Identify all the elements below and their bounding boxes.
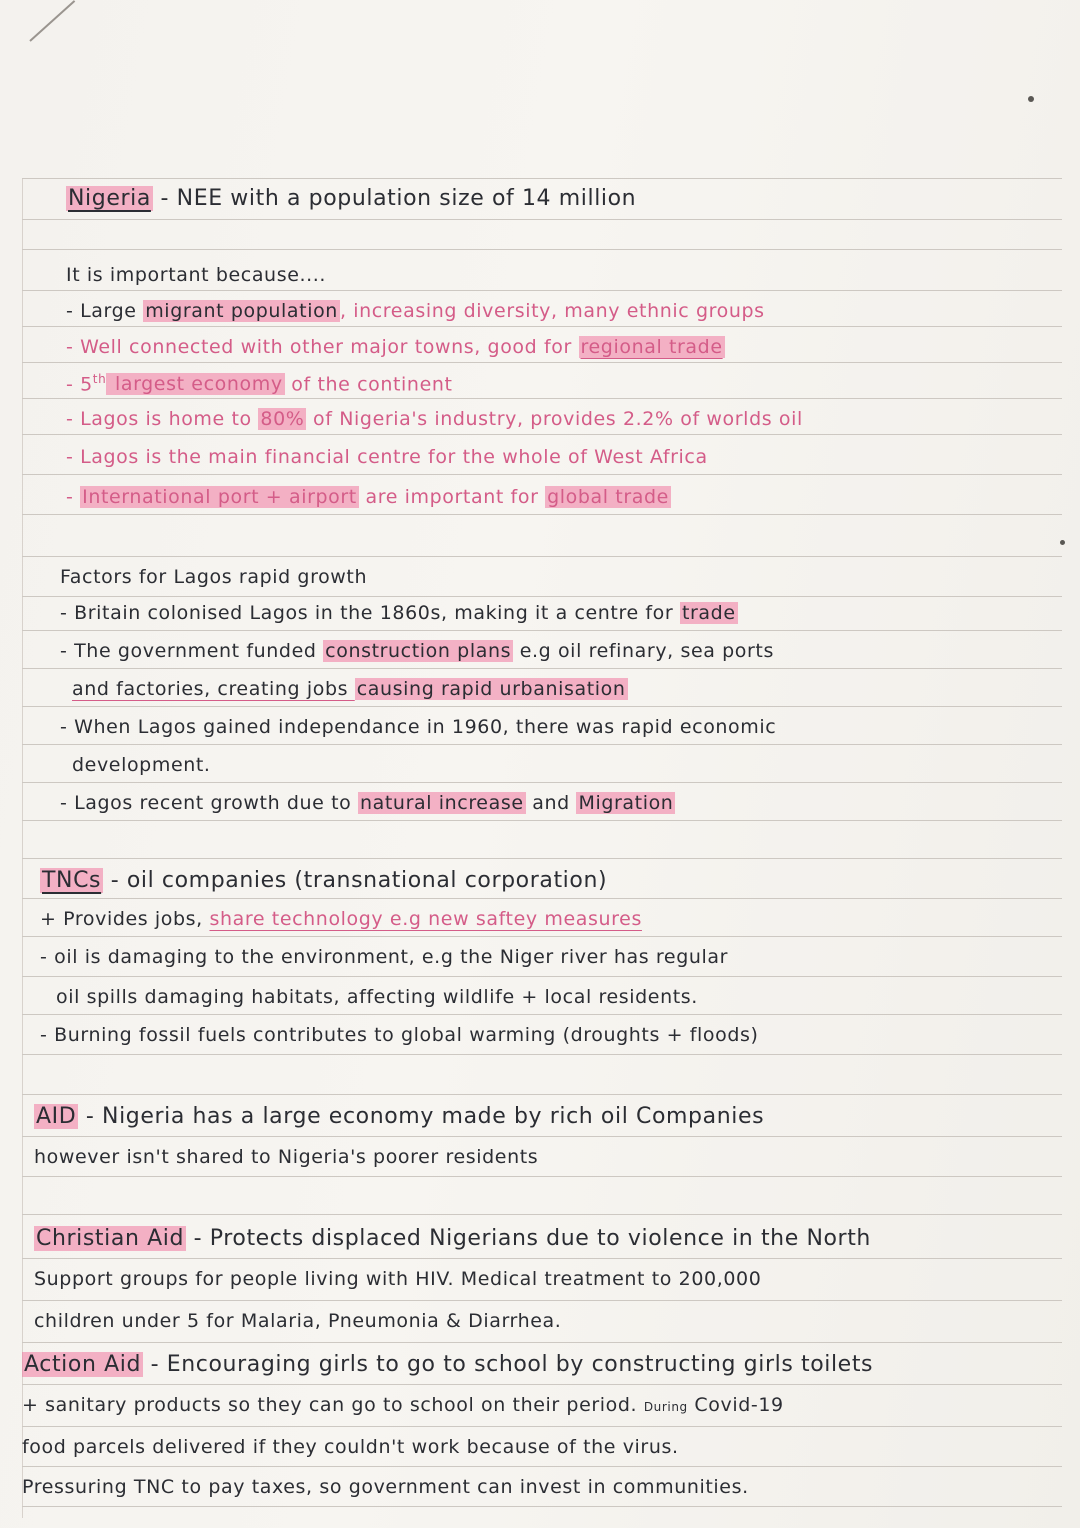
charity-text: - Protects displaced Nigerians due to violence in the North <box>186 1226 871 1251</box>
ruled-line <box>22 976 1062 977</box>
bullet-text: - Lagos is home to <box>66 408 259 430</box>
factors-line <box>60 640 774 662</box>
tncs-line <box>40 868 607 893</box>
paper-speck <box>1028 96 1034 102</box>
charity-text: + sanitary products so they can go to school on their period. <box>22 1394 644 1416</box>
highlight: largest economy <box>108 373 283 396</box>
factors-line: development. <box>72 754 211 776</box>
ruled-line <box>22 820 1062 821</box>
action-aid-line: food parcels delivered if they couldn't work because of the virus. <box>22 1436 679 1458</box>
ruled-line <box>22 1384 1062 1385</box>
highlight: global trade <box>547 486 669 508</box>
highlight: 80% <box>260 408 305 430</box>
bullet-text: of the continent <box>284 373 453 396</box>
factors-text: e.g oil refinary, sea ports <box>513 640 774 662</box>
bullet-text: - <box>66 486 81 508</box>
ruled-line <box>22 1176 1062 1177</box>
ruled-line <box>22 936 1062 937</box>
ruled-line <box>22 556 1062 557</box>
bullet-text: - Lagos is the main financial centre for the whole of West Africa <box>66 446 708 468</box>
highlight: natural increase <box>360 792 524 814</box>
ruled-line <box>22 290 1062 291</box>
ruled-line <box>22 1426 1062 1427</box>
christian-aid-line: Support groups for people living with HIV. Medical treatment to 200,000 <box>34 1268 762 1290</box>
highlight: regional trade <box>580 336 723 358</box>
bullet-text: are important for <box>358 486 546 508</box>
ruled-line <box>22 249 1062 250</box>
factors-heading: Factors for Lagos rapid growth <box>60 566 368 588</box>
ruled-line <box>22 434 1062 435</box>
factors-line <box>72 678 628 700</box>
ruled-line <box>22 1342 1062 1343</box>
tncs-text: share technology e.g new saftey measures <box>209 908 642 930</box>
ruled-line <box>22 1466 1062 1467</box>
ruled-line <box>22 1136 1062 1137</box>
factors-line: - When Lagos gained independance in 1960, there was rapid economic <box>60 716 777 738</box>
factors-line <box>60 792 675 814</box>
importance-bullet <box>66 446 708 468</box>
bullet-text: , increasing diversity, many ethnic groups <box>339 300 765 322</box>
bullet-text: - 5 <box>66 373 93 396</box>
ruled-line <box>22 630 1062 631</box>
importance-bullet <box>66 486 671 508</box>
factors-line <box>60 602 738 624</box>
importance-bullet <box>66 408 803 430</box>
tncs-line: - Burning fossil fuels contributes to global warming (droughts + floods) <box>40 1024 759 1046</box>
importance-bullet <box>66 336 725 358</box>
ruled-line <box>22 1214 1062 1215</box>
tncs-label: TNCs <box>42 868 102 893</box>
tncs-text: + Provides jobs, <box>40 908 210 930</box>
highlight: Migration <box>578 792 674 814</box>
superscript: th <box>92 372 107 386</box>
importance-bullet <box>66 372 453 395</box>
margin-line <box>22 178 23 1518</box>
ruled-line <box>22 1258 1062 1259</box>
factors-text: and <box>525 792 577 814</box>
ruled-line <box>22 744 1062 745</box>
pencil-mark <box>29 0 75 42</box>
action-aid-line <box>22 1352 873 1377</box>
factors-text: and factories, creating jobs <box>72 678 355 700</box>
factors-text: - The government funded <box>60 640 324 662</box>
highlight: trade <box>681 602 736 624</box>
aid-text: - Nigeria has a large economy made by rich oil Companies <box>78 1104 765 1129</box>
ruled-line <box>22 1300 1062 1301</box>
christian-aid-line: children under 5 for Malaria, Pneumonia & Diarrhea. <box>34 1310 562 1332</box>
highlight: migrant population <box>145 300 338 322</box>
ruled-line <box>22 782 1062 783</box>
importance-bullet <box>66 300 765 322</box>
ruled-line <box>22 1094 1062 1095</box>
action-aid-label: Action Aid <box>24 1352 142 1377</box>
ruled-line <box>22 1054 1062 1055</box>
ruled-line <box>22 398 1062 399</box>
aid-line <box>34 1104 764 1129</box>
margin-note: During <box>643 1400 688 1414</box>
ruled-line <box>22 858 1062 859</box>
factors-text: - Britain colonised Lagos in the 1860s, making it a centre for <box>60 602 680 624</box>
highlight: causing rapid urbanisation <box>356 678 626 700</box>
ruled-line <box>22 898 1062 899</box>
factors-text: - Lagos recent growth due to <box>60 792 358 814</box>
ruled-line <box>22 362 1062 363</box>
bullet-text: - Large <box>66 300 144 322</box>
tncs-definition: - oil companies (transnational corporation) <box>103 868 608 893</box>
ruled-line <box>22 326 1062 327</box>
bullet-text: - Well connected with other major towns, good for <box>66 336 579 358</box>
paper-speck <box>1060 540 1065 545</box>
charity-text: - Encouraging girls to go to school by constructing girls toilets <box>143 1352 874 1377</box>
christian-aid-label: Christian Aid <box>36 1226 185 1251</box>
ruled-line <box>22 514 1062 515</box>
highlight: construction plans <box>325 640 512 662</box>
ruled-line <box>22 1506 1062 1507</box>
christian-aid-line <box>34 1226 871 1251</box>
tncs-line: - oil is damaging to the environment, e.g the Niger river has regular <box>40 946 729 968</box>
importance-heading: It is important because.... <box>66 264 327 286</box>
ruled-line <box>22 474 1062 475</box>
ruled-line <box>22 596 1062 597</box>
aid-line: however isn't shared to Nigeria's poorer residents <box>34 1146 539 1168</box>
ruled-line <box>22 219 1062 220</box>
action-aid-line <box>22 1394 784 1416</box>
tncs-line <box>40 908 642 930</box>
title-subject: Nigeria <box>68 186 151 211</box>
ruled-line <box>22 1014 1062 1015</box>
tncs-line: oil spills damaging habitats, affecting wildlife + local residents. <box>56 986 698 1008</box>
bullet-text: of Nigeria's industry, provides 2.2% of worlds oil <box>306 408 803 430</box>
ruled-line <box>22 706 1062 707</box>
highlight: International port + airport <box>82 486 357 508</box>
title-rest: - NEE with a population size of <box>152 186 522 211</box>
charity-text: Covid-19 <box>694 1394 784 1416</box>
ruled-line <box>22 178 1062 179</box>
ruled-line <box>22 668 1062 669</box>
title-line <box>66 186 636 211</box>
title-population: 14 million <box>521 186 637 211</box>
aid-label: AID <box>36 1104 77 1129</box>
action-aid-line: Pressuring TNC to pay taxes, so government can invest in communities. <box>22 1476 749 1498</box>
